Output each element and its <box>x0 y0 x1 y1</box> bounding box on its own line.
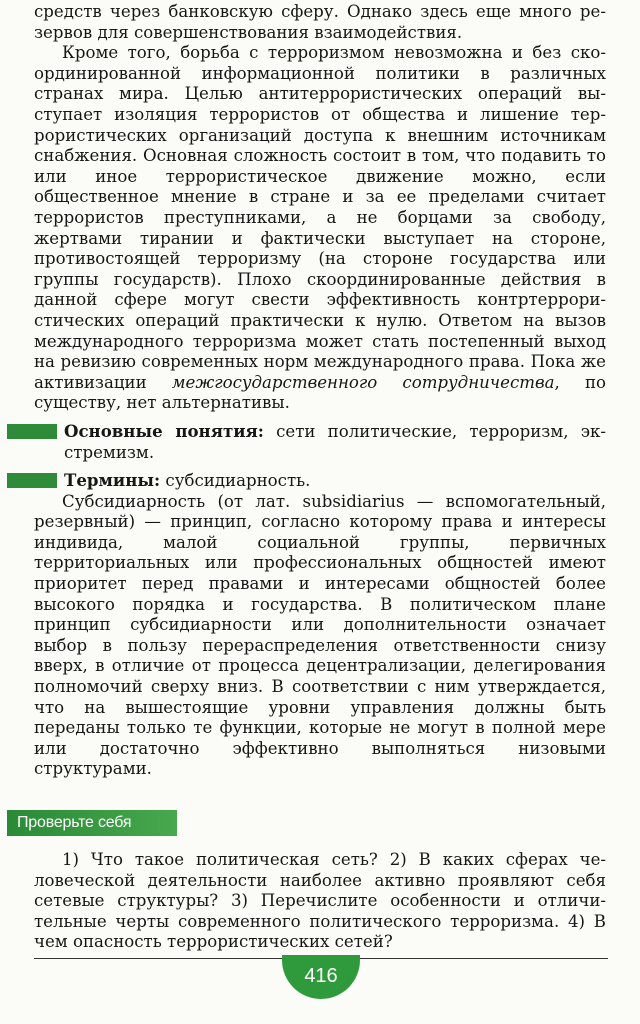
definition-paragraph: Субсидиарность (от лат. subsidiarius — вспомогательный, резервный) — принцип, согласно которому права и интересы индивида, малой социальной группы, первичных территориальных или профессиональных общностей имеют приоритет перед правами и интересами общностей более высокого порядка и государства. В политическом плане принцип субсидиарности или дополнительности означает выбор в пользу перераспределения ответственности снизу вверх, в отличие от процесса децентрализации, делегирования полномочий сверху вниз. В соответствии с ним утверждается, что на вышестоящие уровни управления должны быть переданы только те функции, которые не могут в полной мере или достаточно эффективно выполняться низовыми структурами. <box>34 491 606 779</box>
page-number: 416 <box>282 955 360 999</box>
paragraph-intro: средств через банковскую сферу. Однако здесь еще много резервов для совершенствования взаимодействия. <box>34 2 606 42</box>
paragraph-main <box>34 43 606 414</box>
questions-paragraph: 1) Что такое политическая сеть? 2) В каких сферах человеческой деятельности наиболее активно проявляют себя сетевые структуры? 3) Перечислите особенности и отличительные черты современного политического терроризма. 4) В чем опасность террористических сетей? <box>34 850 606 952</box>
concepts-block <box>34 421 606 463</box>
check-yourself-banner: Проверьте себя <box>7 810 177 836</box>
concepts-text: сети политические, терроризм, экстремизм. <box>64 422 606 462</box>
main-text <box>34 2 606 414</box>
concepts-line <box>34 421 606 463</box>
terms-text: субсидиарность. <box>160 471 311 490</box>
terms-line <box>34 470 606 492</box>
paragraph-main-italic: межгосударственного сотрудничества <box>171 372 555 392</box>
paragraph-main-tail: , по существу, нет альтернативы. <box>34 372 607 413</box>
concepts-label: Основные понятия: <box>64 421 264 441</box>
questions-block <box>34 850 606 953</box>
terms-label: Термины: <box>64 470 161 490</box>
terms-block <box>34 470 606 780</box>
paragraph-main-text: Кроме того, борьба с терроризмом невозможна и без скоординированной информационной политики в различных странах мира. Целью антитеррористических операций выступает изоляция террористов от общества и лишение террористических организаций доступа к внешним источникам снабжения. Основная сложность состоит в том, что подавить то или иное террористическое движение можно, если общественное мнение в стране и за ее пределами считает террористов преступниками, а не борцами за свободу, жертвами тирании и фактически выступает на стороне, противостоящей терроризму (на стороне государства или группы государств). Плохо скоординированные действия в данной сфере могут свести эффективность контртеррористических операций практически к нулю. Ответом на вызов международного терроризма может стать постепенный выход на ревизию современных норм международного права. Пока же активизации <box>34 43 606 392</box>
